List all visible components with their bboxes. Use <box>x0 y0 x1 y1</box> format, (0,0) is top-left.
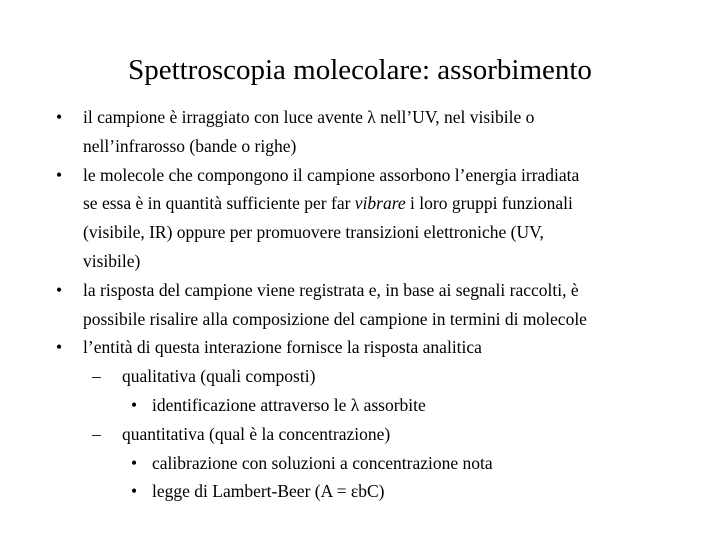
dash-marker: – <box>92 366 101 387</box>
sub-list <box>83 362 696 506</box>
sub-item-text: qualitativa (quali composti) <box>122 366 316 387</box>
sub-item <box>92 420 696 506</box>
emphasis-text: vibrare <box>354 193 406 214</box>
sub-sub-item-text: legge di Lambert-Beer (A = εbC) <box>152 481 385 502</box>
bullet-item <box>56 276 696 334</box>
sub-item <box>92 362 696 420</box>
bullet-marker: • <box>56 279 63 300</box>
sub-sub-item-text: identificazione attraverso le λ assorbite <box>152 394 426 415</box>
bullet-text: il campione è irraggiato con luce avente λ nell’UV, nel visibile o <box>83 107 535 127</box>
dash-marker: – <box>92 423 101 444</box>
bullet-text: possibile risalire alla composizione del campione in termini di molecole <box>83 308 587 329</box>
sub-sub-item <box>131 391 696 420</box>
bullet-text-part: i loro gruppi funzionali <box>405 193 573 214</box>
slide-title: Spettroscopia molecolare: assorbimento <box>128 54 592 86</box>
bullet-item <box>56 161 696 276</box>
bullet-marker: • <box>56 164 63 185</box>
bullet-text: visibile) <box>83 250 141 271</box>
bullet-text-part: se essa è in quantità sufficiente per far <box>83 193 355 214</box>
bullet-marker: • <box>56 107 63 127</box>
bullet-marker: • <box>131 481 138 502</box>
bullet-text: le molecole che compongono il campione assorbono l’energia irradiata <box>83 164 580 185</box>
bullet-text: l’entità di questa interazione fornisce la risposta analitica <box>83 337 482 358</box>
bullet-text: la risposta del campione viene registrata e, in base ai segnali raccolti, è <box>83 279 579 300</box>
slide-body <box>56 103 696 506</box>
bullet-text: nell’infrarosso (bande o righe) <box>83 135 297 156</box>
bullet-marker: • <box>131 452 138 473</box>
sub-sub-item <box>131 449 696 478</box>
bullet-marker: • <box>131 394 138 415</box>
sub-item-text: quantitativa (qual è la concentrazione) <box>122 423 391 444</box>
sub-sub-list <box>122 449 696 507</box>
bullet-marker: • <box>56 337 63 358</box>
sub-sub-list <box>122 391 696 420</box>
sub-sub-item <box>131 477 696 506</box>
bullet-item <box>56 333 696 506</box>
bullet-list <box>56 103 696 506</box>
bullet-item <box>56 103 696 161</box>
bullet-text: (visibile, IR) oppure per promuovere transizioni elettroniche (UV, <box>83 222 544 243</box>
sub-sub-item-text: calibrazione con soluzioni a concentrazione nota <box>152 452 493 473</box>
bullet-text <box>83 189 696 218</box>
